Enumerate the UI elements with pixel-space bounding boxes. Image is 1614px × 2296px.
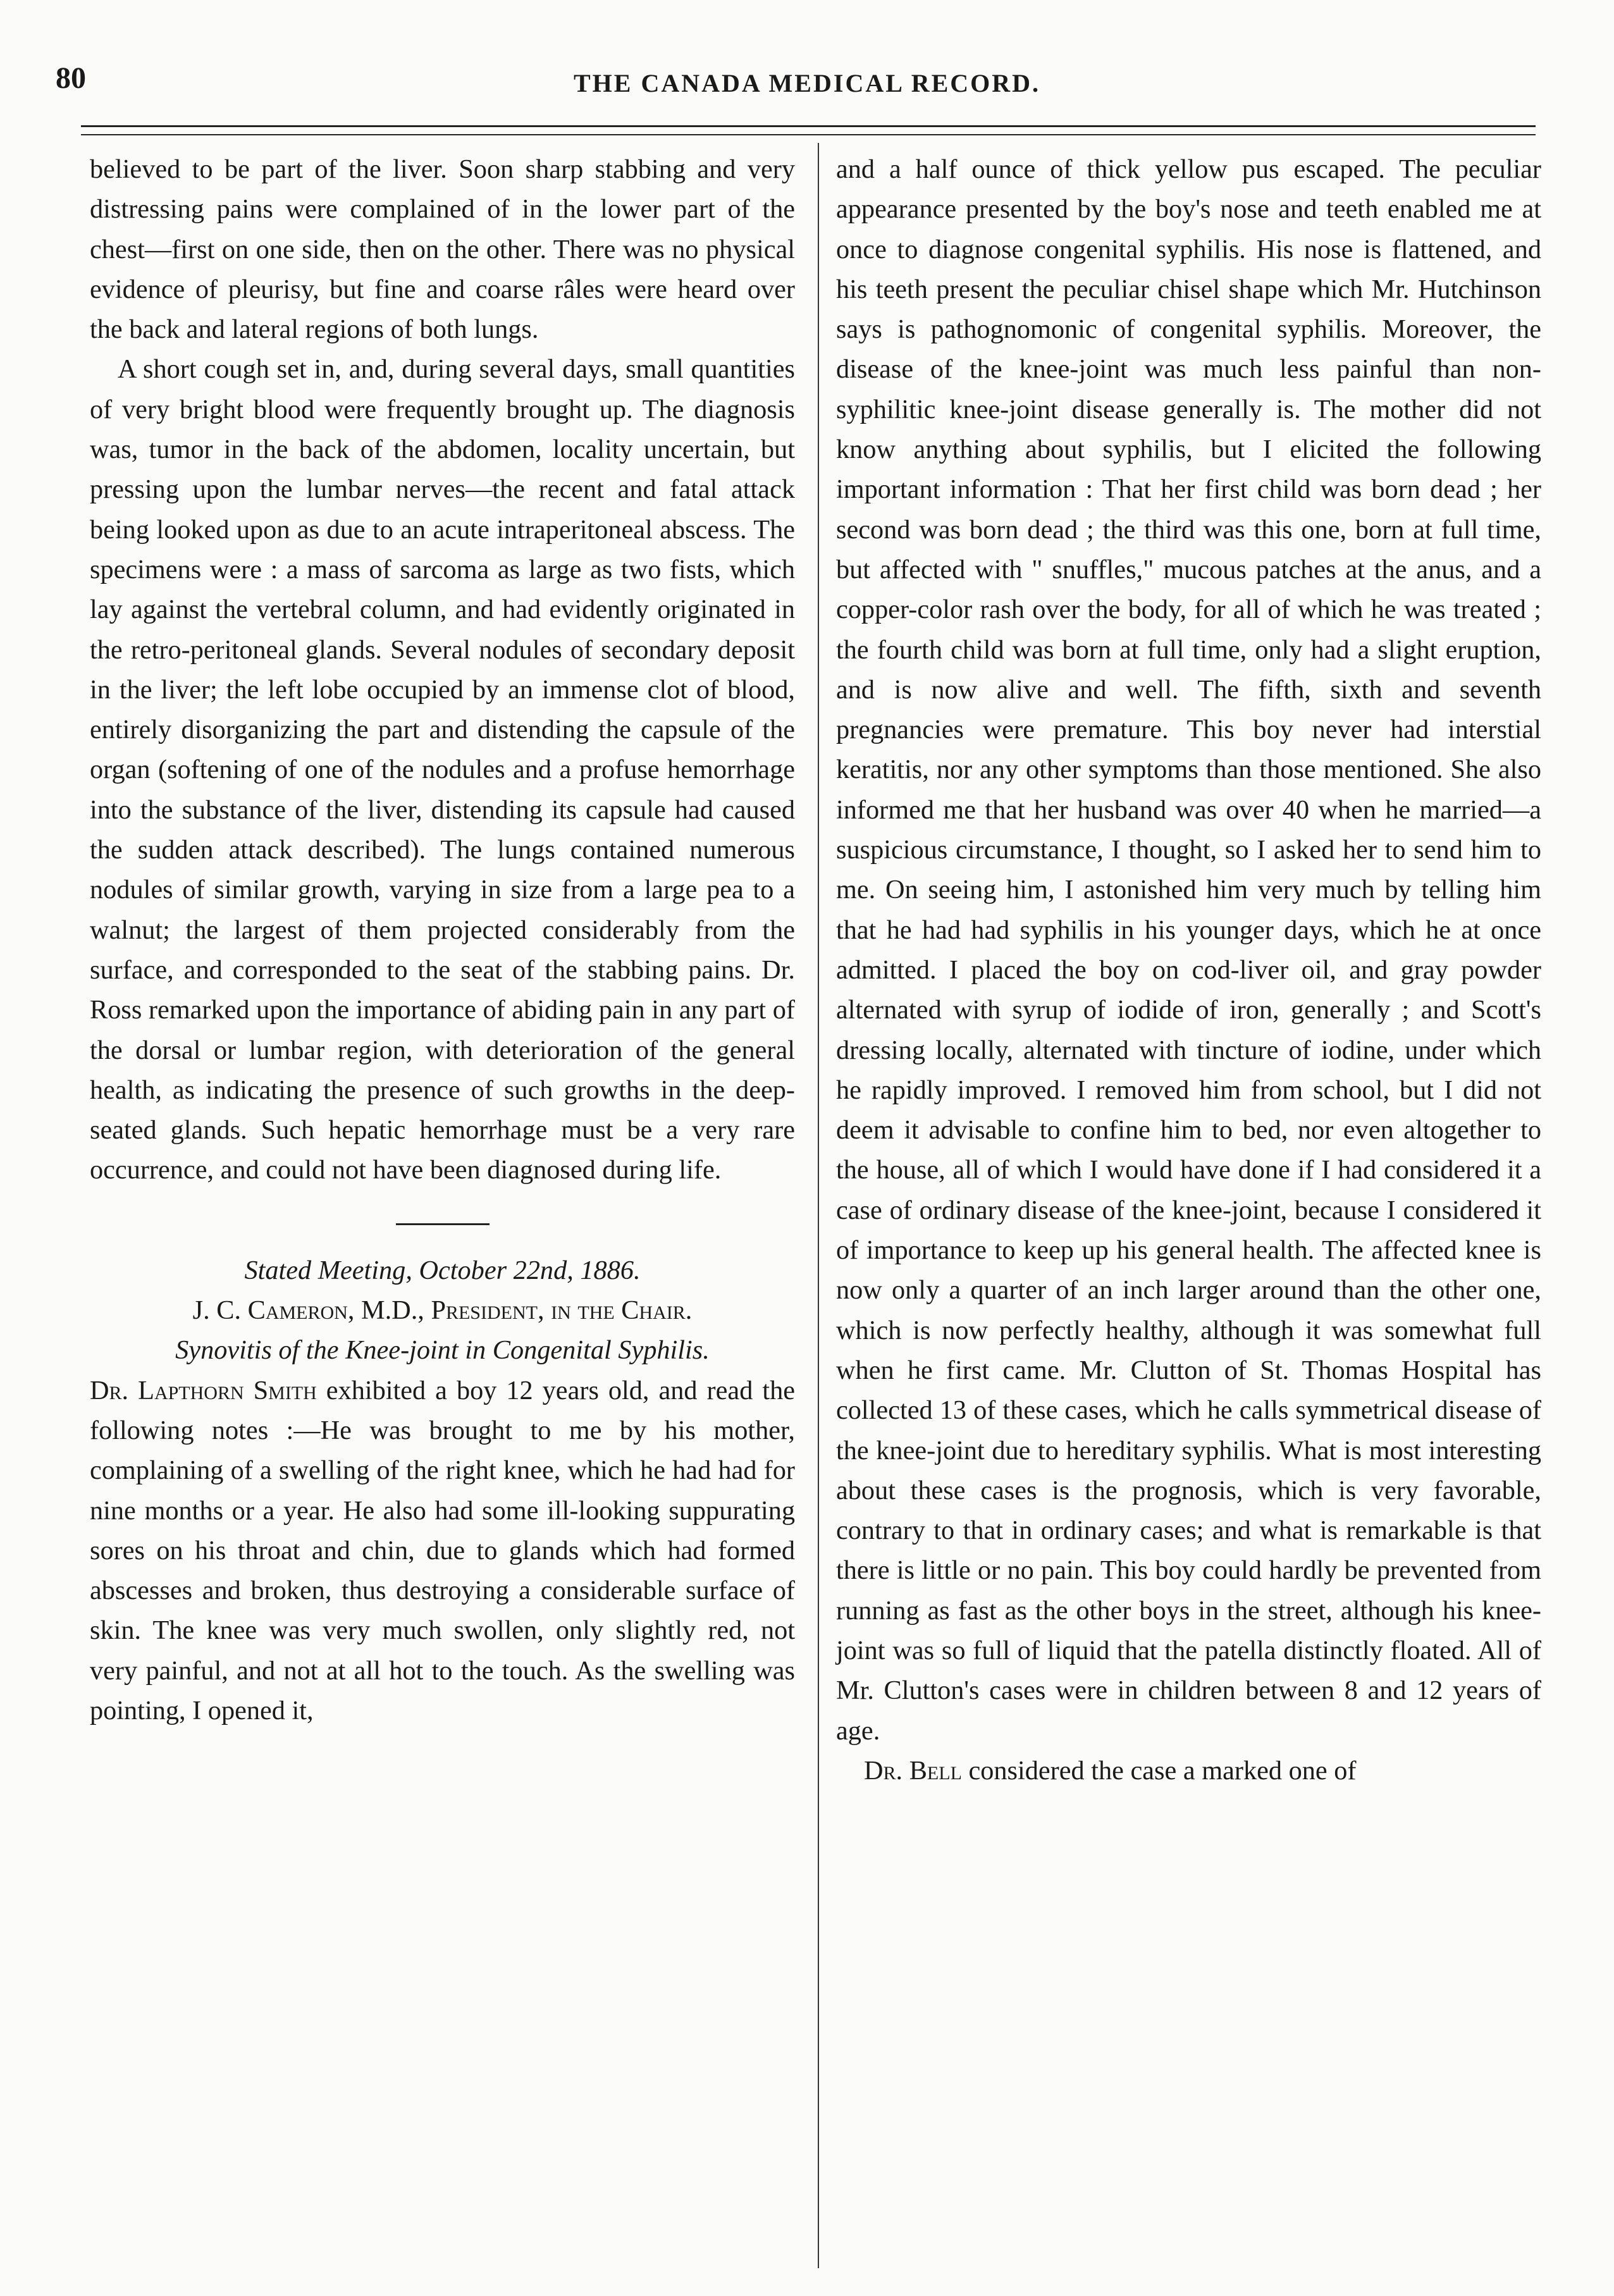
- section-divider: [396, 1223, 490, 1225]
- meeting-heading: Stated Meeting, October 22nd, 1886.: [244, 1255, 641, 1285]
- header-rule: [81, 125, 1536, 127]
- speaker-name: Dr. Bell: [864, 1755, 962, 1786]
- page-number: 80: [56, 61, 86, 95]
- column-divider: [818, 143, 819, 2268]
- header-rule-thin: [81, 134, 1536, 135]
- paragraph-text: considered the case a marked one of: [961, 1755, 1357, 1786]
- case-title: Synovitis of the Knee-joint in Congenital Syphilis.: [175, 1335, 710, 1366]
- right-column: [836, 149, 1541, 1791]
- paragraph: believed to be part of the liver. Soon sharp stabbing and very distressing pains were complained of in the lower part of the chest—first on one side, then on the other. There was no physical evidence of pleurisy, but fine and coarse râles were heard over the back and lateral regions of both lungs.: [90, 154, 795, 345]
- president-line: J. C. Cameron, M.D., President, in the Chair.: [192, 1295, 693, 1326]
- left-column: [90, 149, 795, 1731]
- paragraph: [836, 1751, 1541, 1791]
- paragraph: and a half ounce of thick yellow pus escaped. The peculiar appearance presented by the boy's nose and teeth enabled me at once to diagnose congenital syphilis. His nose is flattened, and his teeth present the peculiar chisel shape which Mr. Hutchinson says is pathognomonic of congenital syphilis. Moreover, the disease of the knee-joint was much less painful than non-syphilitic knee-joint disease generally is. The mother did not know anything about syphilis, but I elicited the following important information : That her first child was born dead ; her second was born dead ; the third was this one, born at full time, but affected with " snuffles," mucous patches at the anus, and a copper-color rash over the body, for all of which he was treated ; the fourth child was born at full time, only had a slight eruption, and is now alive and well. The fifth, sixth and seventh pregnancies were premature. This boy never had interstial keratitis, nor any other symptoms than those mentioned. She also informed me that her husband was over 40 when he married—a suspicious circumstance, I thought, so I asked her to send him to me. On seeing him, I astonished him very much by telling him that he had had syphilis in his younger days, which he at once admitted. I placed the boy on cod-liver oil, and gray powder alternated with syrup of iodide of iron, generally ; and Scott's dressing locally, alternated with tincture of iodine, under which he rapidly improved. I removed him from school, but I did not deem it advisable to confine him to bed, nor even altogether to the house, all of which I would have done if I had considered it a case of ordinary disease of the knee-joint, because I considered it of importance to keep up his general health. The affected knee is now only a quarter of an inch larger around than the other one, which is now perfectly healthy, although it was somewhat full when he first came. Mr. Clutton of St. Thomas Hospital has collected 13 of these cases, which he calls symmetrical disease of the knee-joint due to hereditary syphilis. What is most interesting about these cases is the prognosis, which is very favorable, contrary to that in ordinary cases; and what is remarkable is that there is little or no pain. This boy could hardly be prevented from running as fast as the other boys in the street, although his knee-joint was so full of liquid that the patella distinctly floated. All of Mr. Clutton's cases were in children between 8 and 12 years of age.: [836, 154, 1541, 1746]
- paragraph: [90, 1371, 795, 1731]
- paragraph-text: exhibited a boy 12 years old, and read the following notes :—He was brought to me by his mother, complaining of a swelling of the right knee, which he had had for nine months or a year. He also had some ill-looking suppurating sores on his throat and chin, due to glands which had formed abscesses and broken, thus destroying a considerable surface of skin. The knee was very much swollen, only slightly red, not very painful, and not at all hot to the touch. As the swelling was pointing, I opened it,: [90, 1375, 795, 1725]
- paragraph: A short cough set in, and, during several days, small quantities of very bright blood were frequently brought up. The diagnosis was, tumor in the back of the abdomen, locality uncertain, but pressing upon the lumbar nerves—the recent and fatal attack being looked upon as due to an acute intraperitoneal abscess. The specimens were : a mass of sarcoma as large as two fists, which lay against the vertebral column, and had evidently originated in the retro-peritoneal glands. Several nodules of secondary deposit in the liver; the left lobe occupied by an immense clot of blood, entirely disorganizing the part and distending the capsule of the organ (softening of one of the nodules and a profuse hemorrhage into the substance of the liver, distending its capsule had caused the sudden attack described). The lungs contained numerous nodules of similar growth, varying in size from a large pea to a walnut; the largest of them projected considerably from the surface, and corresponded to the seat of the stabbing pains. Dr. Ross remarked upon the importance of abiding pain in any part of the dorsal or lumbar region, with deterioration of the general health, as indicating the presence of such growths in the deep-seated glands. Such hepatic hemorrhage must be a very rare occurrence, and could not have been diagnosed during life.: [90, 354, 795, 1185]
- running-head: THE CANADA MEDICAL RECORD.: [573, 69, 1041, 97]
- speaker-name: Dr. Lapthorn Smith: [90, 1375, 317, 1405]
